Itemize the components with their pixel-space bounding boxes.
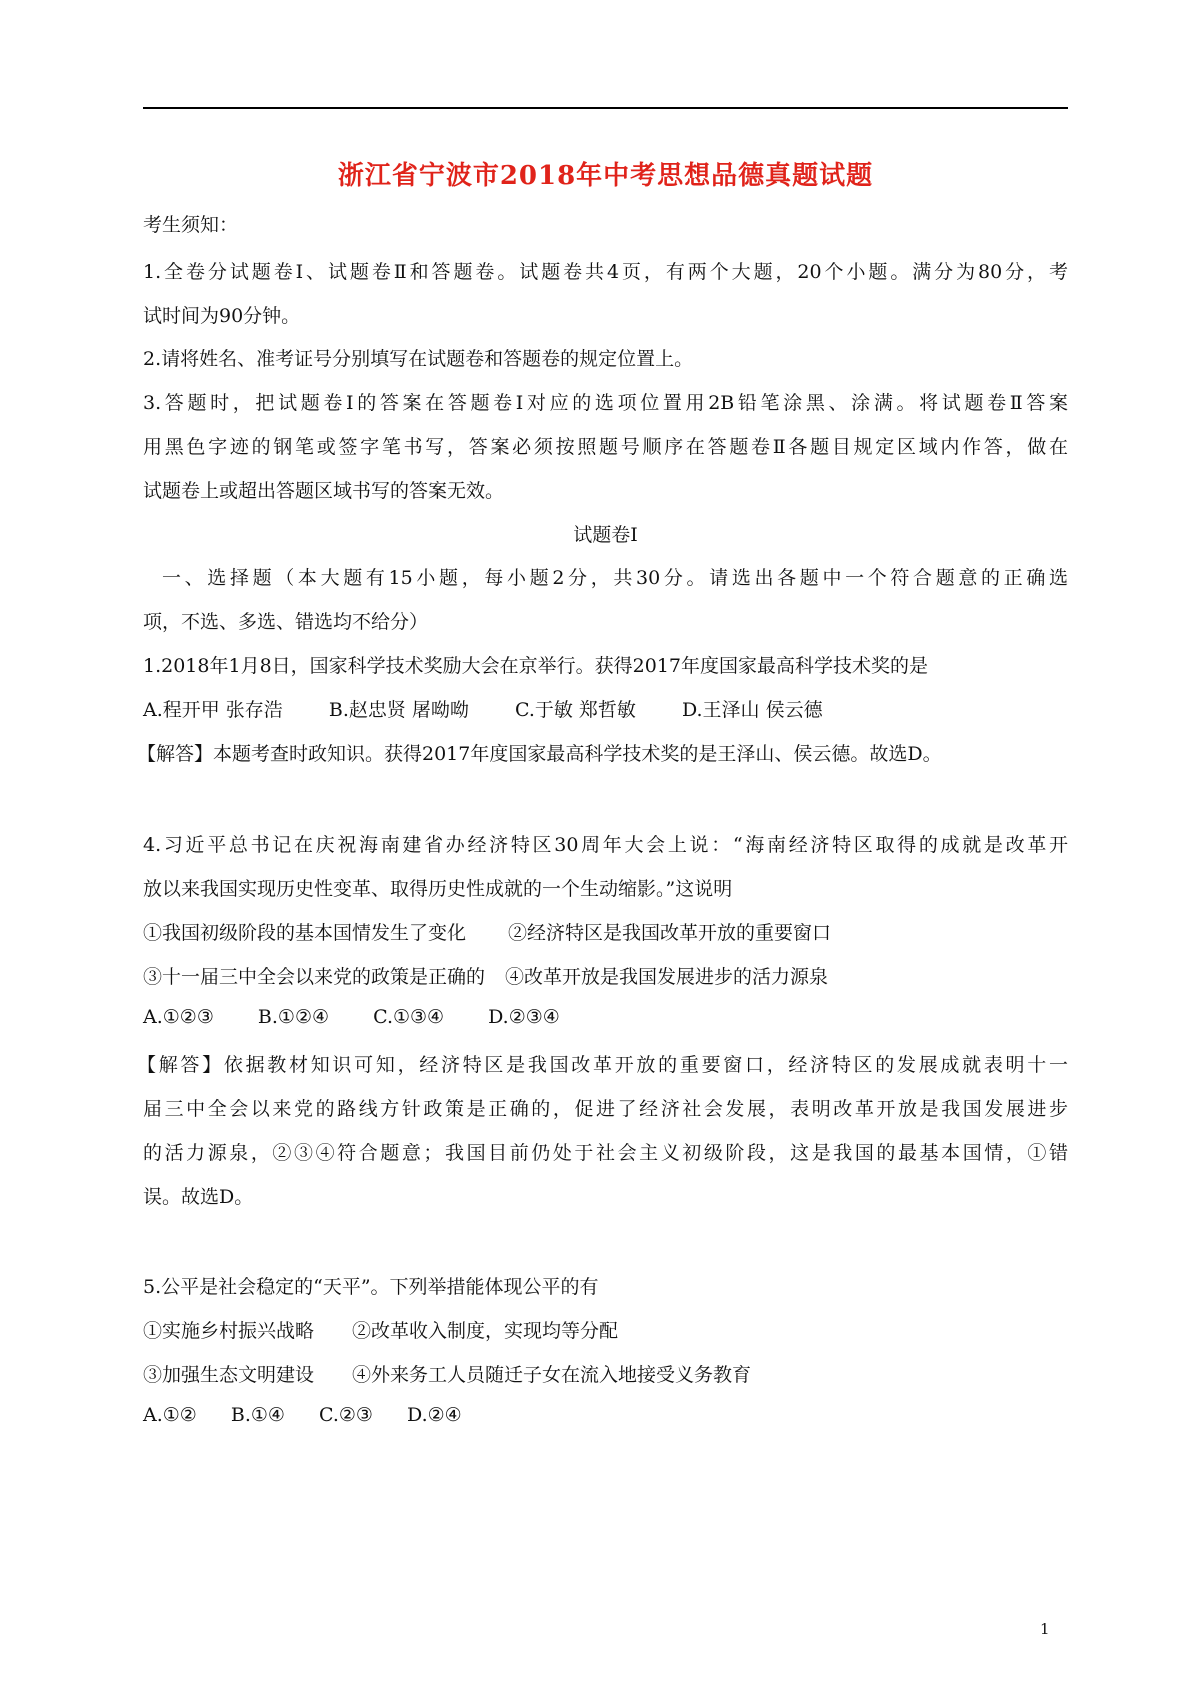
question-4-answer-line-3: 的活力源泉，②③④符合题意；我国目前仍处于社会主义初级阶段，这是我国的最基本国情，①错 <box>143 1142 1068 1164</box>
notice-item-3-line-1: 3.答题时，把试题卷Ⅰ的答案在答题卷Ⅰ对应的选项位置用2B铅笔涂黑、涂满。将试题卷Ⅱ答案 <box>143 392 1068 414</box>
notice-item-3-line-3: 试题卷上或超出答题区域书写的答案无效。 <box>143 480 505 502</box>
question-5-statement-3: ③加强生态文明建设 <box>143 1364 315 1386</box>
question-5-statement-2: ②改革收入制度，实现均等分配 <box>352 1320 619 1342</box>
question-5-option-c: C.②③ <box>319 1404 373 1426</box>
question-4-statements-1-2 <box>143 918 831 945</box>
question-1-answer: 【解答】本题考查时政知识。获得2017年度国家最高科学技术奖的是王泽山、侯云德。故选D。 <box>137 743 942 765</box>
question-5-statement-1: ①实施乡村振兴战略 <box>143 1320 315 1342</box>
notice-item-3-line-2: 用黑色字迹的钢笔或签字笔书写，答案必须按照题号顺序在答题卷Ⅱ各题目规定区域内作答，做在 <box>143 436 1068 458</box>
question-5-options <box>143 1404 500 1426</box>
section-title: 试题卷Ⅰ <box>573 524 638 546</box>
question-5-statements-3-4 <box>143 1360 751 1387</box>
section-intro-line-2: 项，不选、多选、错选均不给分） <box>143 611 429 633</box>
question-5-statement-4: ④外来务工人员随迁子女在流入地接受义务教育 <box>352 1364 752 1386</box>
question-4-statement-3: ③十一届三中全会以来党的政策是正确的 <box>143 966 486 988</box>
notice-item-1-line-2: 试时间为90分钟。 <box>143 305 301 327</box>
question-4-answer-line-2: 届三中全会以来党的路线方针政策是正确的，促进了经济社会发展，表明改革开放是我国发展进步 <box>143 1098 1068 1120</box>
document-title: 浙江省宁波市2018年中考思想品德真题试题 <box>337 161 874 191</box>
question-5-option-a: A.①② <box>143 1404 197 1426</box>
notice-heading: 考生须知： <box>143 214 239 236</box>
question-4-options <box>143 1006 598 1028</box>
question-5-stem: 5.公平是社会稳定的“天平”。下列举措能体现公平的有 <box>143 1276 599 1298</box>
question-1-option-c: C.于敏 郑哲敏 <box>514 699 636 721</box>
question-1-option-b: B.赵忠贤 屠呦呦 <box>328 699 469 721</box>
section-intro-line-1: 一、选择题（本大题有15小题，每小题2分，共30分。请选出各题中一个符合题意的正确选 <box>162 567 1068 589</box>
question-4-answer-line-1: 【解答】依据教材知识可知，经济特区是我国改革开放的重要窗口，经济特区的发展成就表明十一 <box>137 1054 1068 1076</box>
question-4-option-a: A.①②③ <box>143 1006 214 1028</box>
question-5-option-d: D.②④ <box>407 1404 462 1426</box>
question-4-stem-line-2: 放以来我国实现历史性变革、取得历史性成就的一个生动缩影。”这说明 <box>143 878 733 900</box>
question-1-option-a: A.程开甲 张存浩 <box>143 699 283 721</box>
question-1-option-d: D.王泽山 侯云德 <box>681 699 823 721</box>
notice-item-2: 2.请将姓名、准考证号分别填写在试题卷和答题卷的规定位置上。 <box>143 348 694 370</box>
question-4-statements-3-4 <box>143 962 828 989</box>
question-5-option-b: B.①④ <box>230 1404 285 1426</box>
page-number: 1 <box>1040 1620 1050 1638</box>
question-4-answer-line-4: 误。故选D。 <box>143 1186 254 1208</box>
question-4-statement-4: ④改革开放是我国发展进步的活力源泉 <box>505 966 829 988</box>
question-4-statement-1: ①我国初级阶段的基本国情发生了变化 <box>143 922 467 944</box>
notice-item-1-line-1: 1.全卷分试题卷Ⅰ、试题卷Ⅱ和答题卷。试题卷共4页，有两个大题，20个小题。满分为80分，考 <box>143 261 1068 283</box>
question-1-options <box>143 695 863 722</box>
question-5-statements-1-2 <box>143 1316 618 1343</box>
question-4-stem-line-1: 4.习近平总书记在庆祝海南建省办经济特区30周年大会上说：“海南经济特区取得的成就是改革开 <box>143 834 1068 856</box>
question-4-option-d: D.②③④ <box>488 1006 560 1028</box>
question-1-stem: 1.2018年1月8日，国家科学技术奖励大会在京举行。获得2017年度国家最高科学技术奖的是 <box>143 655 929 677</box>
question-4-option-c: C.①③④ <box>373 1006 445 1028</box>
question-4-option-b: B.①②④ <box>257 1006 330 1028</box>
header-rule <box>143 107 1068 109</box>
question-4-statement-2: ②经济特区是我国改革开放的重要窗口 <box>508 922 832 944</box>
